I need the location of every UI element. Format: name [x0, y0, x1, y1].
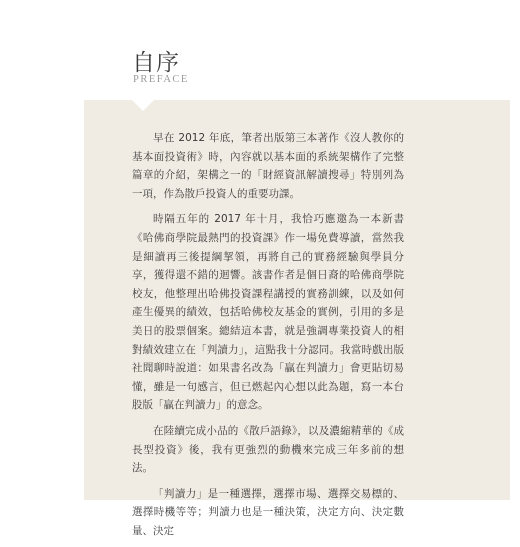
page-title: 自序: [132, 50, 180, 76]
panel-notch: [132, 100, 154, 111]
paragraph: 時隔五年的 2017 年十月，我恰巧應邀為一本新書《哈佛商學院最熱門的投資課》作一場免費導讀，當然我是細讀再三後提綱挈領，再將自己的實務經驗與學員分享，獲得還不錯的迴響。該書作者是個日裔的哈佛商學院校友，他整理出哈佛投資課程講授的實務訓練，以及如何產生優異的績效，包括哈佛校友基金的實例，引用的多是美日的股票個案。總結這本書，就是強調專業投資人的相對績效建立在「判讀力」，這點我十分認同。我當時戲出版社聞聊時說道：如果書名改為「贏在判讀力」會更貼切易懂，雖是一句感言，但已燃起內心想以此為題，寫一本台股版「贏在判讀力」的意念。: [132, 213, 404, 412]
paragraph: 在陸續完成小品的《散戶語錄》，以及濃縮精華的《成長型投資》後，我有更強烈的動機來完成三年多前的想法。: [132, 424, 404, 475]
preface-body: [132, 129, 404, 547]
paragraph: 「判讀力」是一種選擇，選擇市場、選擇交易標的、選擇時機等等；判讀力也是一種決策，決定方向、決定數量、決定: [132, 487, 404, 537]
paragraph: 早在 2012 年底，筆者出版第三本著作《沒人教你的基本面投資術》時，內容就以基本面的系統架構作了完整篇章的介紹，架構之一的「財經資訊解讀搜尋」特別列為一項，作為散戶投資人的重要功課。: [132, 132, 404, 200]
page-subtitle: PREFACE: [133, 74, 189, 85]
